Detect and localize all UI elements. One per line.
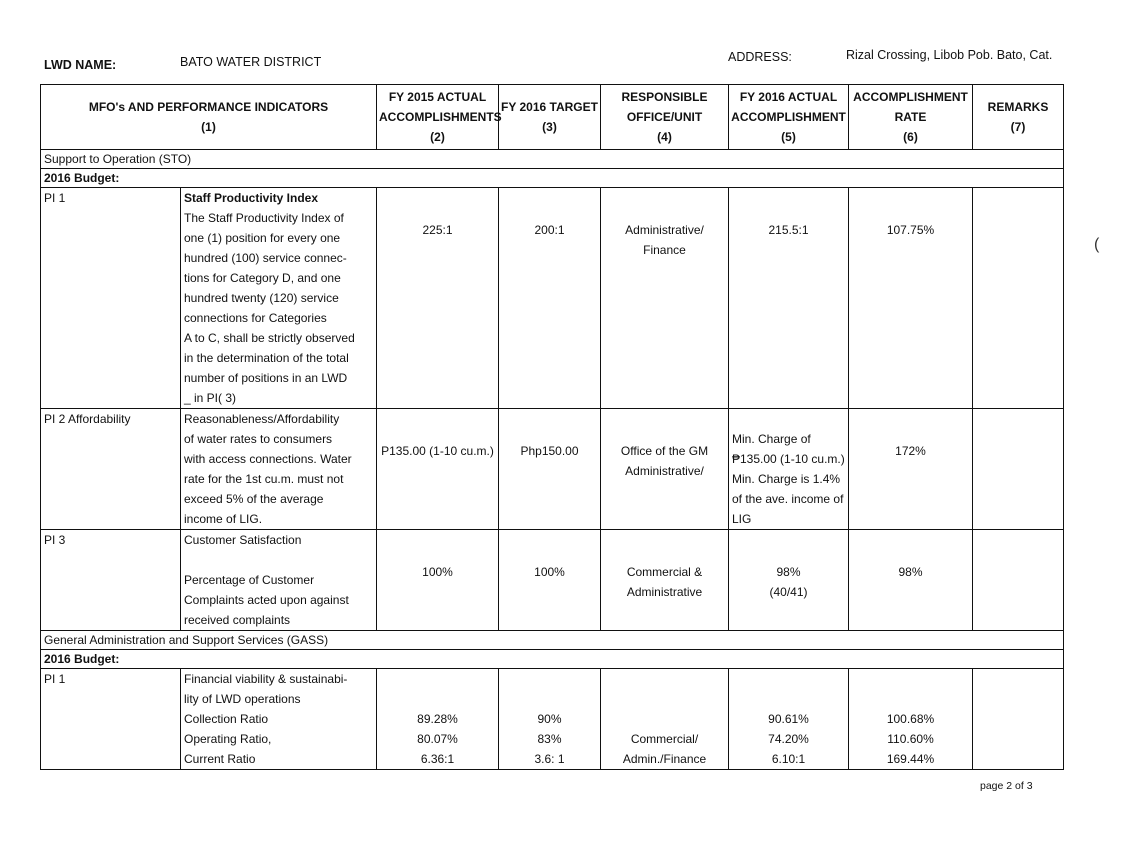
office-value: Administrative/	[625, 223, 704, 237]
column-title: REMARKS	[987, 100, 1049, 114]
section-title-row	[41, 150, 1064, 169]
section-title: Support to Operation (STO)	[41, 150, 1064, 169]
column-title: RESPONSIBLE	[621, 90, 708, 104]
actual-value-cell	[729, 530, 849, 631]
office-value-cell	[601, 669, 729, 770]
pi-label: PI 1	[41, 188, 181, 409]
page-number: page 2 of 3	[980, 780, 1033, 792]
indicator-line: Reasonableness/Affordability	[184, 412, 340, 426]
rate-value: 172%	[895, 444, 926, 458]
fy2015-value-cell	[377, 530, 499, 631]
target-value-cell	[499, 409, 601, 530]
target-value-cell	[499, 188, 601, 409]
rate-value: 110.60%	[887, 732, 934, 746]
column-number: (2)	[430, 130, 445, 144]
office-value: Administrative/	[625, 464, 704, 478]
fy2015-value: P135.00 (1-10 cu.m.)	[381, 444, 494, 458]
rate-value-cell	[849, 530, 973, 631]
pi-label: PI 2 Affordability	[41, 409, 181, 530]
rate-value: 100.68%	[886, 712, 935, 726]
indicator-description	[181, 409, 377, 530]
rate-value-cell	[849, 669, 973, 770]
lwd-name-value: BATO WATER DISTRICT	[180, 55, 322, 69]
column-header	[377, 85, 502, 150]
section-title-row	[41, 631, 1064, 650]
remarks-cell	[973, 669, 1064, 770]
indicator-line: with access connections. Water	[184, 452, 352, 466]
actual-value: Min. Charge of	[732, 432, 811, 446]
indicator-line: of water rates to consumers	[184, 432, 333, 446]
column-title: FY 2016 TARGET	[501, 100, 598, 114]
indicator-line: A to C, shall be strictly observed	[184, 331, 355, 345]
column-header	[601, 85, 729, 150]
column-number: (4)	[657, 130, 672, 144]
actual-value: 74.20%	[768, 732, 809, 746]
rate-value: 98%	[898, 565, 923, 579]
indicator-line: rate for the 1st cu.m. must not	[184, 472, 344, 486]
indicator-line: Current Ratio	[184, 752, 256, 766]
actual-value-cell	[729, 669, 849, 770]
indicator-line: The Staff Productivity Index of	[184, 211, 344, 225]
office-value: Finance	[643, 243, 686, 257]
margin-mark: (	[1094, 236, 1100, 253]
target-value: 3.6: 1	[534, 752, 565, 766]
target-value: 83%	[537, 732, 562, 746]
rate-value: 169.44%	[886, 752, 935, 766]
office-value: Office of the GM	[620, 444, 709, 458]
fy2015-value: 6.36:1	[420, 752, 455, 766]
column-title: RATE	[894, 110, 927, 124]
fy2015-value: 80.07%	[417, 732, 458, 746]
indicator-row	[41, 188, 1064, 409]
indicator-line: Complaints acted upon against	[184, 593, 349, 607]
indicator-line: Collection Ratio	[184, 712, 269, 726]
column-title: ACCOMPLISHMENT	[853, 90, 968, 104]
section-title: General Administration and Support Services (GASS)	[41, 631, 1064, 650]
indicator-line: _ in PI( 3)	[184, 391, 237, 405]
address-value: Rizal Crossing, Libob Pob. Bato, Cat.	[846, 48, 1053, 62]
rate-value-cell	[849, 188, 973, 409]
actual-value: 98%	[776, 565, 801, 579]
column-header	[729, 85, 849, 150]
actual-value: ₱135.00 (1-10 cu.m.)	[732, 452, 845, 466]
indicator-row	[41, 409, 1064, 530]
office-value: Commercial/	[630, 732, 699, 746]
office-value: Commercial &	[626, 565, 703, 579]
target-value-cell	[499, 530, 601, 631]
pi-label: PI 3	[41, 530, 181, 631]
office-value: Administrative	[626, 585, 703, 599]
actual-value: Min. Charge is 1.4%	[732, 472, 841, 486]
column-header	[499, 85, 601, 150]
target-value: Php150.00	[520, 444, 579, 458]
actual-value-cell	[729, 409, 849, 530]
indicator-line: Financial viability & sustainabi-	[184, 672, 348, 686]
column-title: FY 2016 ACTUAL	[739, 90, 838, 104]
fy2015-value: 225:1	[422, 223, 453, 237]
office-value-cell	[601, 188, 729, 409]
indicator-line: in the determination of the total	[184, 351, 349, 365]
column-title: MFO's AND PERFORMANCE INDICATORS	[88, 100, 329, 114]
target-value-cell	[499, 669, 601, 770]
target-value: 100%	[534, 565, 565, 579]
target-value: 200:1	[534, 223, 565, 237]
rate-value-cell	[849, 409, 973, 530]
remarks-cell	[973, 530, 1064, 631]
office-value-cell	[601, 530, 729, 631]
indicator-line: lity of LWD operations	[184, 692, 301, 706]
indicator-line: hundred (100) service connec-	[184, 251, 347, 265]
actual-value: of the ave. income of	[732, 492, 844, 506]
lwd-name-label: LWD NAME:	[44, 58, 117, 72]
target-value: 90%	[537, 712, 562, 726]
actual-value: 215.5:1	[768, 223, 809, 237]
indicator-line: received complaints	[184, 613, 291, 627]
fy2015-value-cell	[377, 188, 499, 409]
indicator-line: Percentage of Customer	[184, 573, 315, 587]
indicator-line: one (1) position for every one	[184, 231, 341, 245]
indicator-line: exceed 5% of the average	[184, 492, 324, 506]
actual-value: (40/41)	[769, 585, 808, 599]
column-header	[849, 85, 973, 150]
column-header-row	[41, 85, 1064, 150]
indicator-description	[181, 188, 377, 409]
column-number: (7)	[1010, 120, 1026, 134]
column-header	[41, 85, 377, 150]
rate-value: 107.75%	[886, 223, 935, 237]
indicator-line: connections for Categories	[184, 311, 327, 325]
column-number: (3)	[542, 120, 557, 134]
indicator-description	[181, 669, 377, 770]
fy2015-value: 100%	[422, 565, 453, 579]
performance-table	[40, 84, 1064, 770]
budget-label: 2016 Budget:	[41, 169, 1064, 188]
column-number: (6)	[903, 130, 918, 144]
remarks-cell	[973, 409, 1064, 530]
office-value: Admin./Finance	[622, 752, 707, 766]
indicator-line: Customer Satisfaction	[184, 533, 302, 547]
budget-row	[41, 650, 1064, 669]
indicator-title: Staff Productivity Index	[184, 191, 319, 205]
column-title: ACCOMPLISHMENTS	[379, 110, 502, 124]
fy2015-value-cell	[377, 669, 499, 770]
address-label: ADDRESS:	[728, 50, 792, 64]
column-title: FY 2015 ACTUAL	[388, 90, 487, 104]
indicator-row	[41, 530, 1064, 631]
budget-label: 2016 Budget:	[41, 650, 1064, 669]
indicator-line: tions for Category D, and one	[184, 271, 341, 285]
indicator-line: income of LIG.	[184, 512, 263, 526]
remarks-cell	[973, 188, 1064, 409]
indicator-line: hundred twenty (120) service	[184, 291, 339, 305]
actual-value-cell	[729, 188, 849, 409]
actual-value: 6.10:1	[771, 752, 806, 766]
fy2015-value: 89.28%	[417, 712, 458, 726]
fy2015-value-cell	[377, 409, 499, 530]
actual-value: 90.61%	[768, 712, 809, 726]
column-title: OFFICE/UNIT	[626, 110, 703, 124]
actual-value: LIG	[732, 512, 752, 526]
office-value-cell	[601, 409, 729, 530]
indicator-line	[184, 550, 373, 570]
indicator-description	[181, 530, 377, 631]
column-number: (5)	[781, 130, 796, 144]
indicator-line: Operating Ratio,	[184, 732, 272, 746]
column-number: (1)	[201, 120, 216, 134]
budget-row	[41, 169, 1064, 188]
column-title: ACCOMPLISHMENT	[731, 110, 846, 124]
column-header	[973, 85, 1064, 150]
indicator-row	[41, 669, 1064, 770]
indicator-line: number of positions in an LWD	[184, 371, 348, 385]
pi-label: PI 1	[41, 669, 181, 770]
